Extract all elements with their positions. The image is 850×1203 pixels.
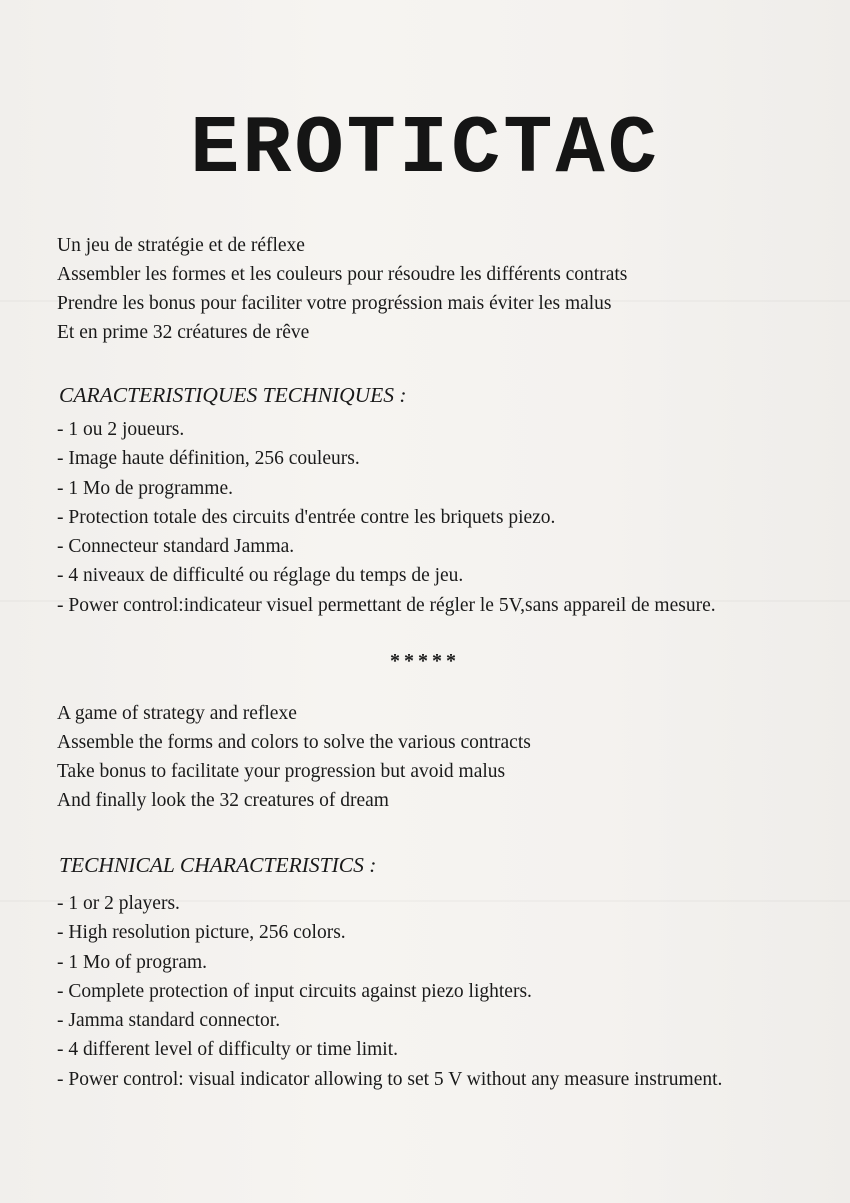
intro-line: Assembler les formes et les couleurs pour résoudre les différents contrats [57,264,628,285]
spec-item: - Image haute définition, 256 couleurs. [57,448,360,470]
intro-line: Prendre les bonus pour faciliter votre progréssion mais éviter les malus [57,293,612,314]
intro-line: Assemble the forms and colors to solve the various contracts [57,732,531,753]
intro-line: Un jeu de stratégie et de réflexe [57,235,305,256]
english-specs-heading: TECHNICAL CHARACTERISTICS : [59,853,377,877]
intro-line: A game of strategy and reflexe [57,703,297,724]
separator: ***** [390,650,460,672]
spec-item: - Jamma standard connector. [57,1010,281,1032]
spec-item: - High resolution picture, 256 colors. [57,922,346,944]
english-specs-list [57,889,817,1094]
spec-item: - 1 Mo of program. [57,951,208,973]
spec-item: - Protection totale des circuits d'entrée contre les briquets piezo. [57,506,556,528]
spec-item: - 1 Mo de programme. [57,477,233,499]
intro-line: Take bonus to facilitate your progression but avoid malus [57,761,506,782]
english-intro [57,699,817,815]
spec-item: - 4 niveaux de difficulté ou réglage du temps de jeu. [57,565,464,587]
spec-item: - Connecteur standard Jamma. [57,536,295,558]
french-intro [57,231,817,347]
intro-line: Et en prime 32 créatures de rêve [57,322,310,343]
french-specs-list [57,415,817,620]
spec-item: - Power control:indicateur visuel permettant de régler le 5V,sans appareil de mesure. [57,594,716,616]
spec-item: - Complete protection of input circuits against piezo lighters. [57,980,532,1002]
spec-item: - Power control: visual indicator allowing to set 5 V without any measure instrument. [57,1068,723,1090]
spec-item: - 1 or 2 players. [57,893,180,914]
spec-item: - 4 different level of difficulty or time limit. [57,1039,398,1061]
spec-item: - 1 ou 2 joueurs. [57,419,185,440]
intro-line: And finally look the 32 creatures of dream [57,790,389,811]
document-title: EROTICTAC [190,103,660,196]
french-specs-heading: CARACTERISTIQUES TECHNIQUES : [59,383,407,407]
